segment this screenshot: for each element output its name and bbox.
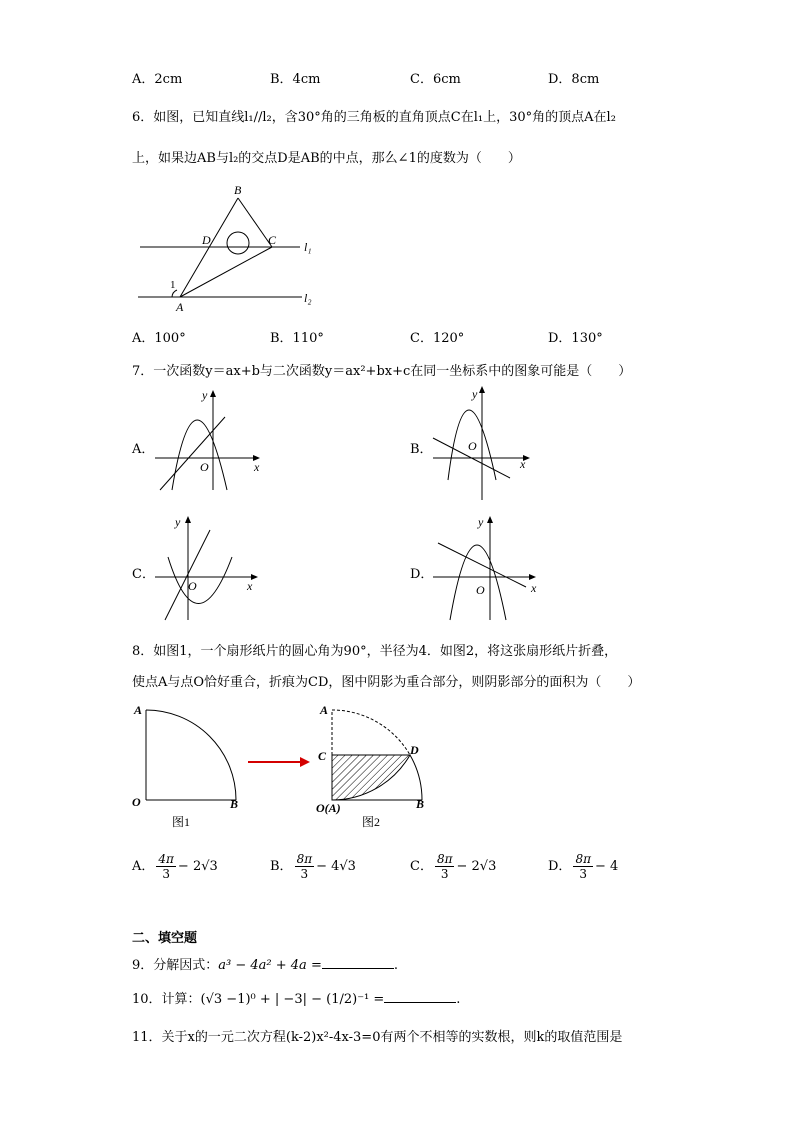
q5-option-c: C．6cm [410, 72, 461, 87]
section-title: 二、填空题 [132, 931, 198, 946]
svg-text:A: A [134, 703, 143, 717]
svg-text:O: O [476, 583, 485, 597]
q11: 11．关于x的一元二次方程(k-2)x²-4x-3=0有两个不相等的实数根，则k的取值范围是 [132, 1030, 623, 1045]
svg-text:x: x [247, 579, 253, 593]
svg-text:y: y [202, 388, 208, 402]
q7-option-b: B． [410, 442, 433, 457]
q7-option-c: C． [132, 567, 155, 582]
svg-text:y: y [478, 515, 484, 529]
q5-option-b: B．4cm [270, 72, 321, 87]
svg-text:O(A): O(A) [316, 801, 341, 815]
svg-text:O: O [132, 795, 141, 809]
q10-answer-blank [384, 990, 456, 1003]
q8-option-d: D． $\frac{8\pi}{3}$ − 4 [548, 852, 619, 881]
q6-option-b: B．110° [270, 331, 324, 346]
svg-text:x: x [520, 457, 526, 471]
q7-option-a: A． [132, 442, 155, 457]
q6-figure [130, 180, 330, 315]
q9: 9．分解因式：a³ − 4a² + 4a = . [132, 958, 398, 973]
q7-option-d: D． [410, 567, 434, 582]
svg-text:x: x [531, 581, 537, 595]
q6-label-b: B [234, 183, 242, 197]
q7-graph-a [150, 385, 270, 495]
q5-option-a: A．2cm [132, 72, 183, 87]
svg-text:x: x [254, 460, 260, 474]
svg-text:B: B [230, 797, 239, 811]
q6-stem-line1: 6．如图，已知直线l₁//l₂，含30°角的三角板的直角顶点C在l₁上，30°角的顶点A在l₂ [132, 110, 616, 125]
q8-option-b: B． $\frac{8\pi}{3}$ − 4√3 [270, 852, 356, 881]
q10: 10．计算：(√3 −1)⁰ + | −3| − (1/2)⁻¹ = . [132, 992, 461, 1007]
q6-option-c: C．120° [410, 331, 465, 346]
svg-text:A: A [320, 703, 329, 717]
q6-label-d: D [202, 233, 211, 247]
q6-stem-line2: 上，如果边AB与l₂的交点D是AB的中点，那么∠1的度数为（ ） [132, 151, 521, 166]
q6-option-a: A．100° [132, 331, 186, 346]
svg-text:B: B [416, 797, 425, 811]
red-arrow-icon [246, 752, 316, 772]
q6-label-c: C [268, 233, 277, 247]
q6-label-l2: l₂ [304, 291, 312, 305]
q6-label-a: A [176, 300, 184, 314]
q6-label-l1: l₁ [304, 240, 312, 254]
svg-text:图1: 图1 [172, 815, 191, 829]
q5-option-d: D．8cm [548, 72, 600, 87]
svg-text:C: C [318, 749, 327, 763]
q8-stem-line1: 8．如图1，一个扇形纸片的圆心角为90°，半径为4．如图2，将这张扇形纸片折叠， [132, 644, 618, 659]
q7-graph-c [150, 510, 270, 625]
svg-text:y: y [175, 515, 181, 529]
svg-text:D: D [410, 743, 419, 757]
svg-text:O: O [200, 460, 209, 474]
q8-option-a: A． $\frac{4\pi}{3}$ − 2√3 [132, 852, 218, 881]
svg-text:y: y [472, 387, 478, 401]
q6-label-angle1: 1 [170, 279, 176, 291]
q7-stem: 7．一次函数y＝ax+b与二次函数y＝ax²+bx+c在同一坐标系中的图象可能是（ ） [132, 364, 632, 379]
q8-figure2 [310, 698, 440, 833]
svg-text:图2: 图2 [362, 815, 381, 829]
q9-answer-blank [322, 956, 394, 969]
q7-graph-d [428, 510, 543, 625]
q8-option-c: C． $\frac{8\pi}{3}$ − 2√3 [410, 852, 497, 881]
q6-option-d: D．130° [548, 331, 603, 346]
q7-graph-b [428, 380, 538, 505]
q8-figure1 [128, 698, 258, 833]
svg-text:O: O [188, 579, 197, 593]
svg-text:O: O [468, 439, 477, 453]
q6-circle-mark [227, 232, 249, 254]
q8-stem-line2: 使点A与点O恰好重合，折痕为CD，图中阴影为重合部分，则阴影部分的面积为（ ） [132, 675, 641, 690]
